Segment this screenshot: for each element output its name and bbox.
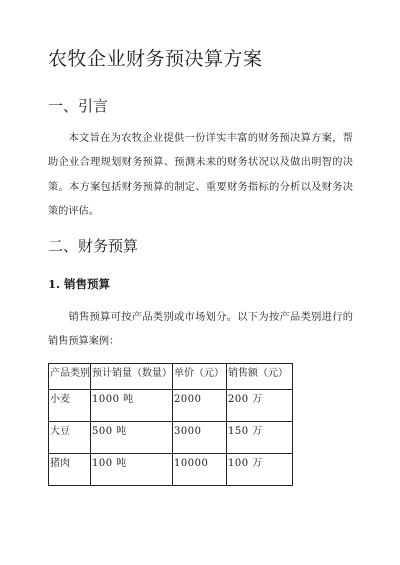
sales-budget-table <box>48 363 293 486</box>
table-cell-price: 2000 <box>173 390 227 422</box>
table-header-cell: 单价（元） <box>173 364 227 390</box>
table-cell-volume: 100 吨 <box>91 454 173 486</box>
table-cell-price: 3000 <box>173 422 227 454</box>
table-row <box>49 422 293 454</box>
table-cell-category: 大豆 <box>49 422 91 454</box>
table-cell-price: 10000 <box>173 454 227 486</box>
table-cell-category: 猪肉 <box>49 454 91 486</box>
sales-paragraph: 销售预算可按产品类别或市场划分。以下为按产品类别进行的销售预算案例： <box>48 312 353 348</box>
table-header-row <box>49 364 293 390</box>
table-cell-volume: 1000 吨 <box>91 390 173 422</box>
table-cell-volume: 500 吨 <box>91 422 173 454</box>
table-cell-revenue: 100 万 <box>227 454 293 486</box>
table-header-cell: 预计销量（数量） <box>91 364 173 390</box>
document-title: 农牧企业财务预决算方案 <box>48 48 263 70</box>
table-row <box>49 390 293 422</box>
table-header-cell: 产品类别 <box>49 364 91 390</box>
intro-paragraph: 本文旨在为农牧企业提供一份详实丰富的财务预决算方案，帮助企业合理规划财务预算、预测未来的财务状况以及做出明智的决策。本方案包括财务预算的制定、重要财务指标的分析以及财务决策的评估。 <box>48 133 353 217</box>
subsection-heading-sales: 1. 销售预算 <box>48 277 111 291</box>
table-header-cell: 销售额（元） <box>227 364 293 390</box>
table-cell-revenue: 150 万 <box>227 422 293 454</box>
table-cell-revenue: 200 万 <box>227 390 293 422</box>
table-row <box>49 454 293 486</box>
section-heading-budget: 二、财务预算 <box>48 237 139 255</box>
table-cell-category: 小麦 <box>49 390 91 422</box>
section-heading-intro: 一、引言 <box>48 97 109 115</box>
